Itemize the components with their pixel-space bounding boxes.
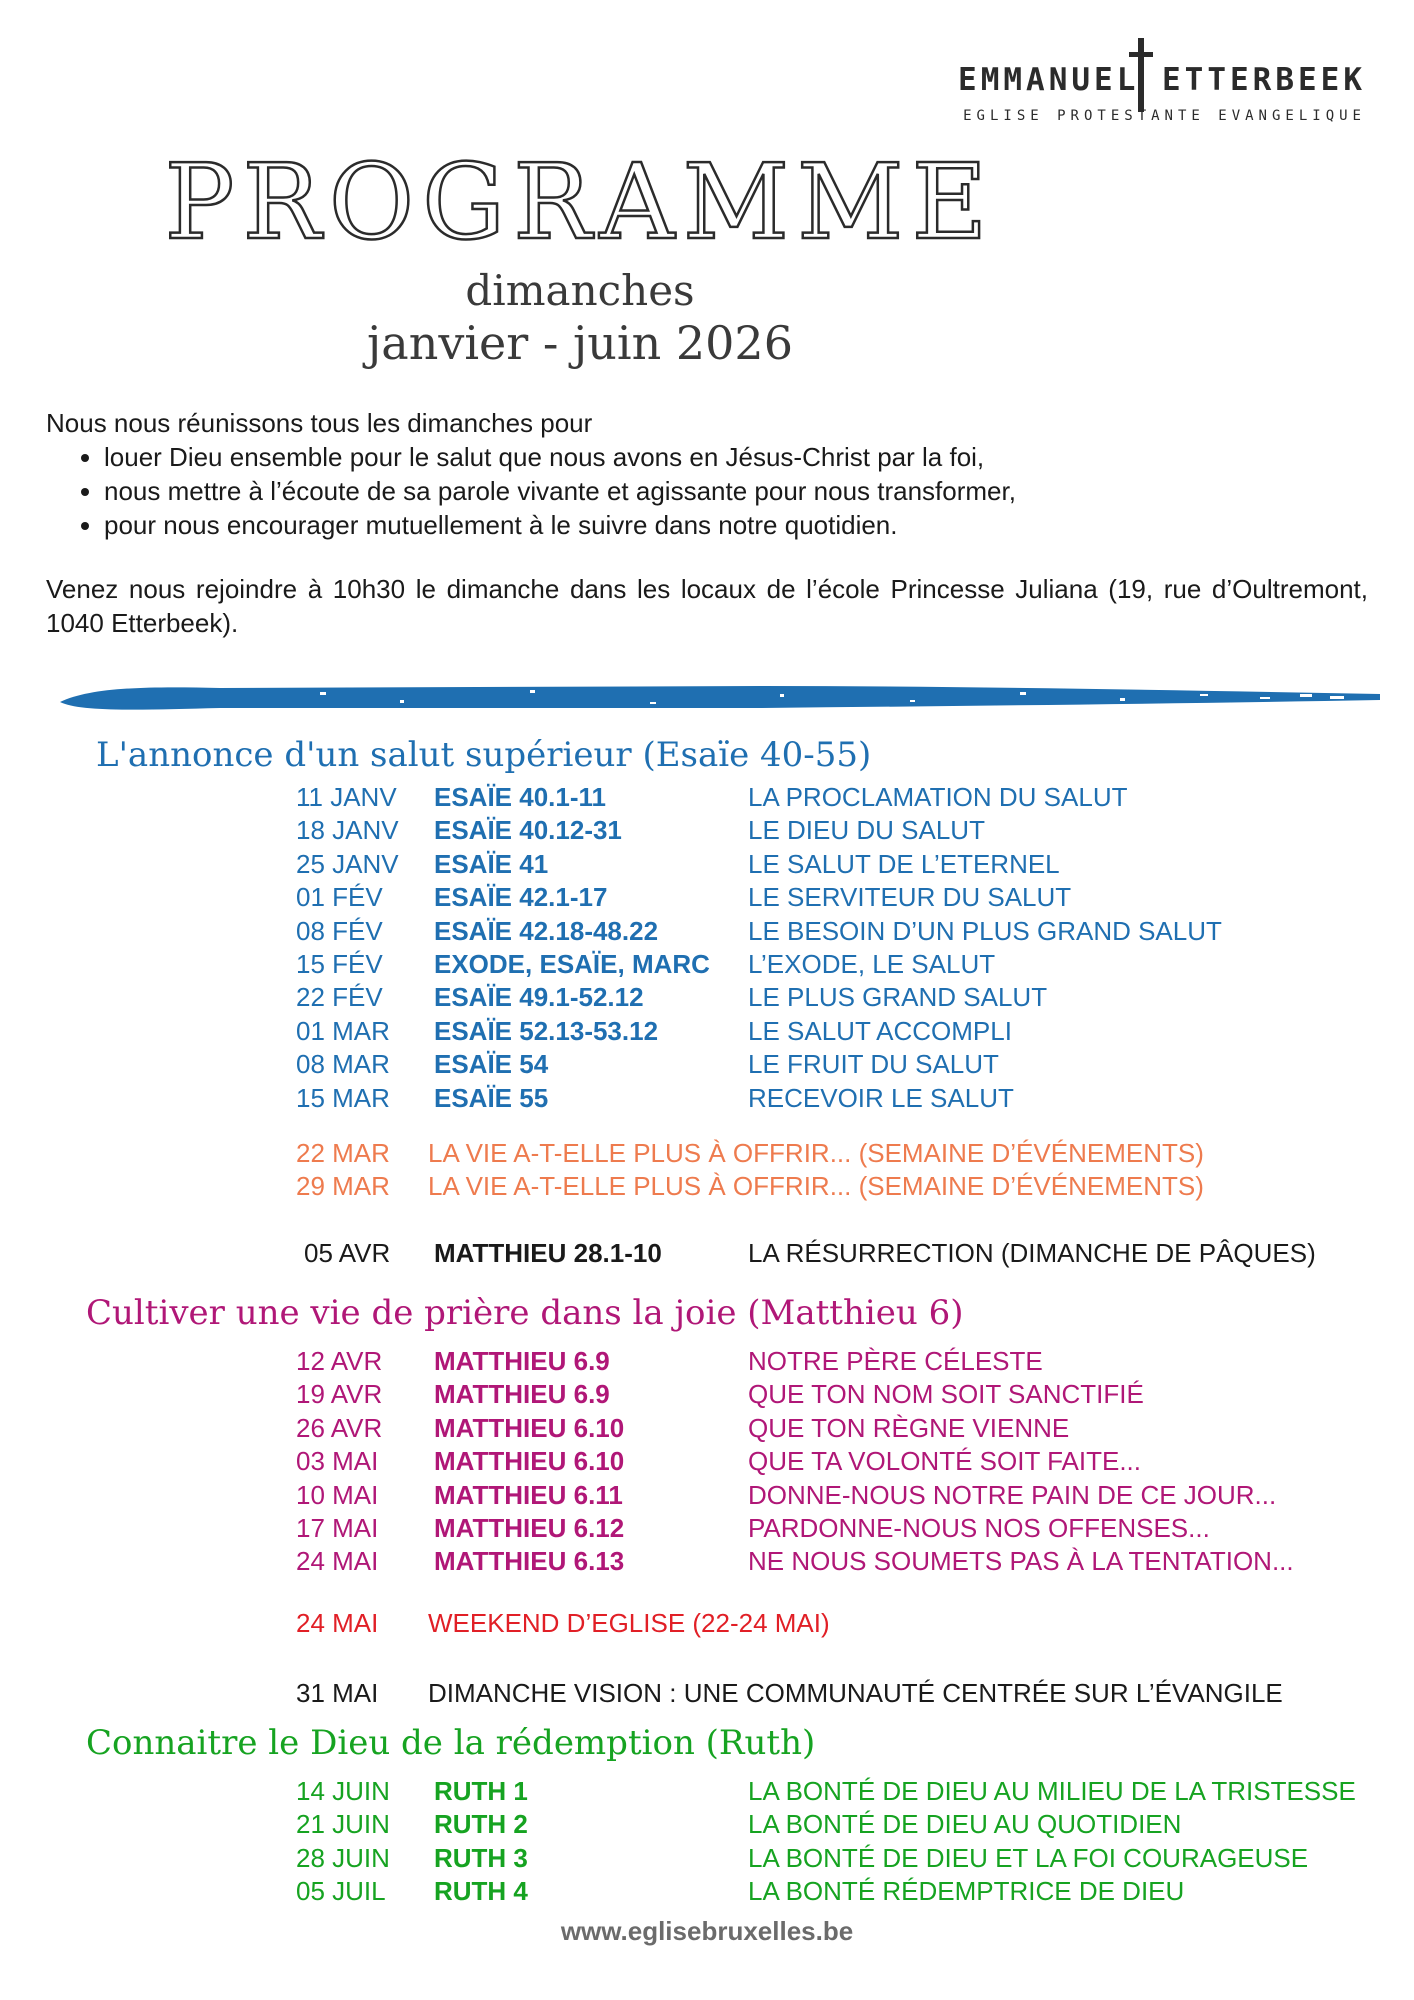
row-date: 22 MAR [296, 1138, 390, 1168]
schedule-row [0, 1169, 1414, 1203]
row-theme: NOTRE PÈRE CÉLESTE [748, 1346, 1043, 1376]
schedule-row [0, 813, 1414, 847]
row-reference: MATTHIEU 28.1-10 [434, 1238, 662, 1268]
row-theme: LA BONTÉ RÉDEMPTRICE DE DIEU [748, 1876, 1185, 1907]
brush-divider [60, 680, 1380, 716]
row-reference: ESAÏE 42.18-48.22 [434, 915, 659, 946]
row-date: 14 JUIN [296, 1776, 390, 1806]
row-theme: LE PLUS GRAND SALUT [748, 982, 1048, 1013]
schedule-row [0, 1047, 1414, 1081]
row-date: 05 JUIL [296, 1876, 386, 1907]
row-reference: ESAÏE 54 [434, 1049, 549, 1080]
website-link[interactable]: www.eglisebruxelles.be [560, 1916, 854, 1946]
row-text: LA VIE A-T-ELLE PLUS À OFFRIR... (SEMAINE D’ÉVÉNEMENTS) [428, 1171, 1204, 1202]
intro-bullet: • pour nous encourager mutuellement à le suivre dans notre quotidien. [104, 508, 1368, 542]
row-date: 01 MAR [296, 1015, 390, 1046]
schedule-row [0, 1377, 1414, 1411]
schedule-row [0, 1081, 1414, 1115]
schedule-row [0, 914, 1414, 948]
schedule-row [0, 1444, 1414, 1478]
row-date: 25 JANV [296, 848, 399, 879]
row-reference: ESAÏE 40.12-31 [434, 815, 622, 846]
row-reference: MATTHIEU 6.12 [434, 1513, 625, 1543]
schedule-row [0, 1874, 1414, 1908]
row-reference: RUTH 1 [434, 1776, 528, 1806]
row-date: 18 JANV [296, 815, 399, 846]
row-text: LA VIE A-T-ELLE PLUS À OFFRIR... (SEMAINE D’ÉVÉNEMENTS) [428, 1138, 1204, 1168]
row-theme: QUE TA VOLONTÉ SOIT FAITE... [748, 1446, 1141, 1477]
row-theme: LE SALUT DE L’ETERNEL [748, 848, 1060, 879]
row-date: 11 JANV [296, 782, 397, 812]
schedule-row [0, 1478, 1414, 1512]
schedule-row [0, 847, 1414, 881]
logo-subtitle: EGLISE PROTESTANTE EVANGELIQUE [963, 108, 1366, 124]
row-text: DIMANCHE VISION : UNE COMMUNAUTÉ CENTRÉE SUR L’ÉVANGILE [428, 1678, 1283, 1708]
row-date: 15 FÉV [296, 949, 383, 979]
easter-row [0, 1236, 1414, 1270]
schedule-row [0, 1411, 1414, 1445]
intro-text [46, 406, 1368, 640]
row-date: 17 MAI [296, 1513, 379, 1543]
row-theme: NE NOUS SOUMETS PAS À LA TENTATION... [748, 1546, 1294, 1577]
row-theme: LE BESOIN D’UN PLUS GRAND SALUT [748, 915, 1222, 946]
row-reference: MATTHIEU 6.10 [434, 1446, 625, 1477]
subtitle-dimanches: dimanches [465, 266, 695, 315]
row-theme: LA RÉSURRECTION (DIMANCHE DE PÂQUES) [748, 1238, 1316, 1268]
schedule-row [0, 1807, 1414, 1841]
intro-bullet: • louer Dieu ensemble pour le salut que nous avons en Jésus-Christ par la foi, [104, 440, 1368, 474]
row-date: 01 FÉV [296, 882, 383, 913]
row-text: WEEKEND D’EGLISE (22-24 MAI) [428, 1608, 830, 1638]
row-reference: ESAÏE 55 [434, 1082, 549, 1113]
schedule-row [0, 1544, 1414, 1578]
schedule-row [0, 880, 1414, 914]
row-reference: RUTH 4 [434, 1876, 528, 1907]
row-reference: MATTHIEU 6.13 [434, 1546, 625, 1577]
row-date: 24 MAI [296, 1608, 379, 1638]
row-reference: MATTHIEU 6.11 [434, 1479, 623, 1510]
intro-bullets [46, 440, 1368, 542]
row-date: 28 JUIN [296, 1842, 390, 1873]
row-date: 08 MAR [296, 1049, 390, 1080]
row-date: 24 MAI [296, 1546, 379, 1577]
row-date: 19 AVR [296, 1379, 383, 1410]
row-date: 03 MAI [296, 1446, 379, 1477]
row-theme: QUE TON NOM SOIT SANCTIFIÉ [748, 1379, 1144, 1410]
row-date: 05 AVR [304, 1238, 391, 1268]
intro-lead: Nous nous réunissons tous les dimanches pour [46, 408, 593, 438]
row-date: 29 MAR [296, 1171, 390, 1202]
section-title-ruth: Connaitre le Dieu de la rédemption (Ruth) [86, 1723, 816, 1763]
schedule-row [0, 780, 1414, 814]
row-theme: LE SERVITEUR DU SALUT [748, 882, 1072, 913]
row-date: 31 MAI [296, 1678, 379, 1708]
row-reference: MATTHIEU 6.9 [434, 1346, 610, 1376]
row-theme: RECEVOIR LE SALUT [748, 1082, 1014, 1113]
subtitle-period: janvier - juin 2026 [367, 316, 793, 370]
schedule-row [0, 1014, 1414, 1048]
row-date: 15 MAR [296, 1082, 390, 1113]
row-theme: LA PROCLAMATION DU SALUT [748, 782, 1128, 812]
row-theme: QUE TON RÈGNE VIENNE [748, 1412, 1070, 1443]
row-theme: LE FRUIT DU SALUT [748, 1049, 999, 1080]
row-theme: LA BONTÉ DE DIEU ET LA FOI COURAGEUSE [748, 1842, 1309, 1873]
schedule-row [0, 980, 1414, 1014]
row-reference: ESAÏE 49.1-52.12 [434, 982, 644, 1013]
schedule-row [0, 1136, 1414, 1170]
row-reference: RUTH 2 [434, 1809, 528, 1840]
row-date: 12 AVR [296, 1346, 383, 1376]
row-reference: ESAÏE 42.1-17 [434, 882, 608, 913]
row-date: 26 AVR [296, 1412, 383, 1443]
row-date: 10 MAI [296, 1479, 379, 1510]
schedule-row [0, 1841, 1414, 1875]
row-theme: LE SALUT ACCOMPLI [748, 1015, 1012, 1046]
section-title-matthieu: Cultiver une vie de prière dans la joie (Matthieu 6) [86, 1293, 964, 1333]
row-reference: ESAÏE 52.13-53.12 [434, 1015, 659, 1046]
row-theme: DONNE-NOUS NOTRE PAIN DE CE JOUR... [748, 1479, 1277, 1510]
row-theme: PARDONNE-NOUS NOS OFFENSES... [748, 1513, 1210, 1543]
row-reference: RUTH 3 [434, 1842, 528, 1873]
weekend-row [0, 1606, 1414, 1640]
row-reference: EXODE, ESAÏE, MARC [434, 949, 710, 979]
page-title: PROGRAMME [164, 141, 996, 263]
row-reference: MATTHIEU 6.10 [434, 1412, 625, 1443]
row-date: 08 FÉV [296, 915, 383, 946]
schedule-row [0, 1774, 1414, 1808]
row-theme: LA BONTÉ DE DIEU AU QUOTIDIEN [748, 1809, 1182, 1840]
row-theme: LA BONTÉ DE DIEU AU MILIEU DE LA TRISTESSE [748, 1776, 1356, 1806]
schedule-row [0, 947, 1414, 981]
row-reference: MATTHIEU 6.9 [434, 1379, 610, 1410]
row-date: 21 JUIN [296, 1809, 390, 1840]
logo-name: EMMANUEL ETTERBEEK [958, 62, 1366, 98]
row-date: 22 FÉV [296, 982, 383, 1013]
church-logo [926, 62, 1366, 132]
intro-venez: Venez nous rejoindre à 10h30 le dimanche dans les locaux de l’école Princesse Juliana (19, rue d’Oultremont, 1040 Etterbeek). [46, 574, 1368, 638]
row-reference: ESAÏE 40.1-11 [434, 782, 606, 812]
row-reference: ESAÏE 41 [434, 848, 549, 879]
row-theme: L’EXODE, LE SALUT [748, 949, 996, 979]
row-theme: LE DIEU DU SALUT [748, 815, 985, 846]
schedule-row [0, 1344, 1414, 1378]
section-title-esaie: L'annonce d'un salut supérieur (Esaïe 40-55) [96, 735, 872, 775]
schedule-row [0, 1511, 1414, 1545]
vision-row [0, 1676, 1414, 1710]
intro-bullet: • nous mettre à l’écoute de sa parole vivante et agissante pour nous transformer, [104, 474, 1368, 508]
